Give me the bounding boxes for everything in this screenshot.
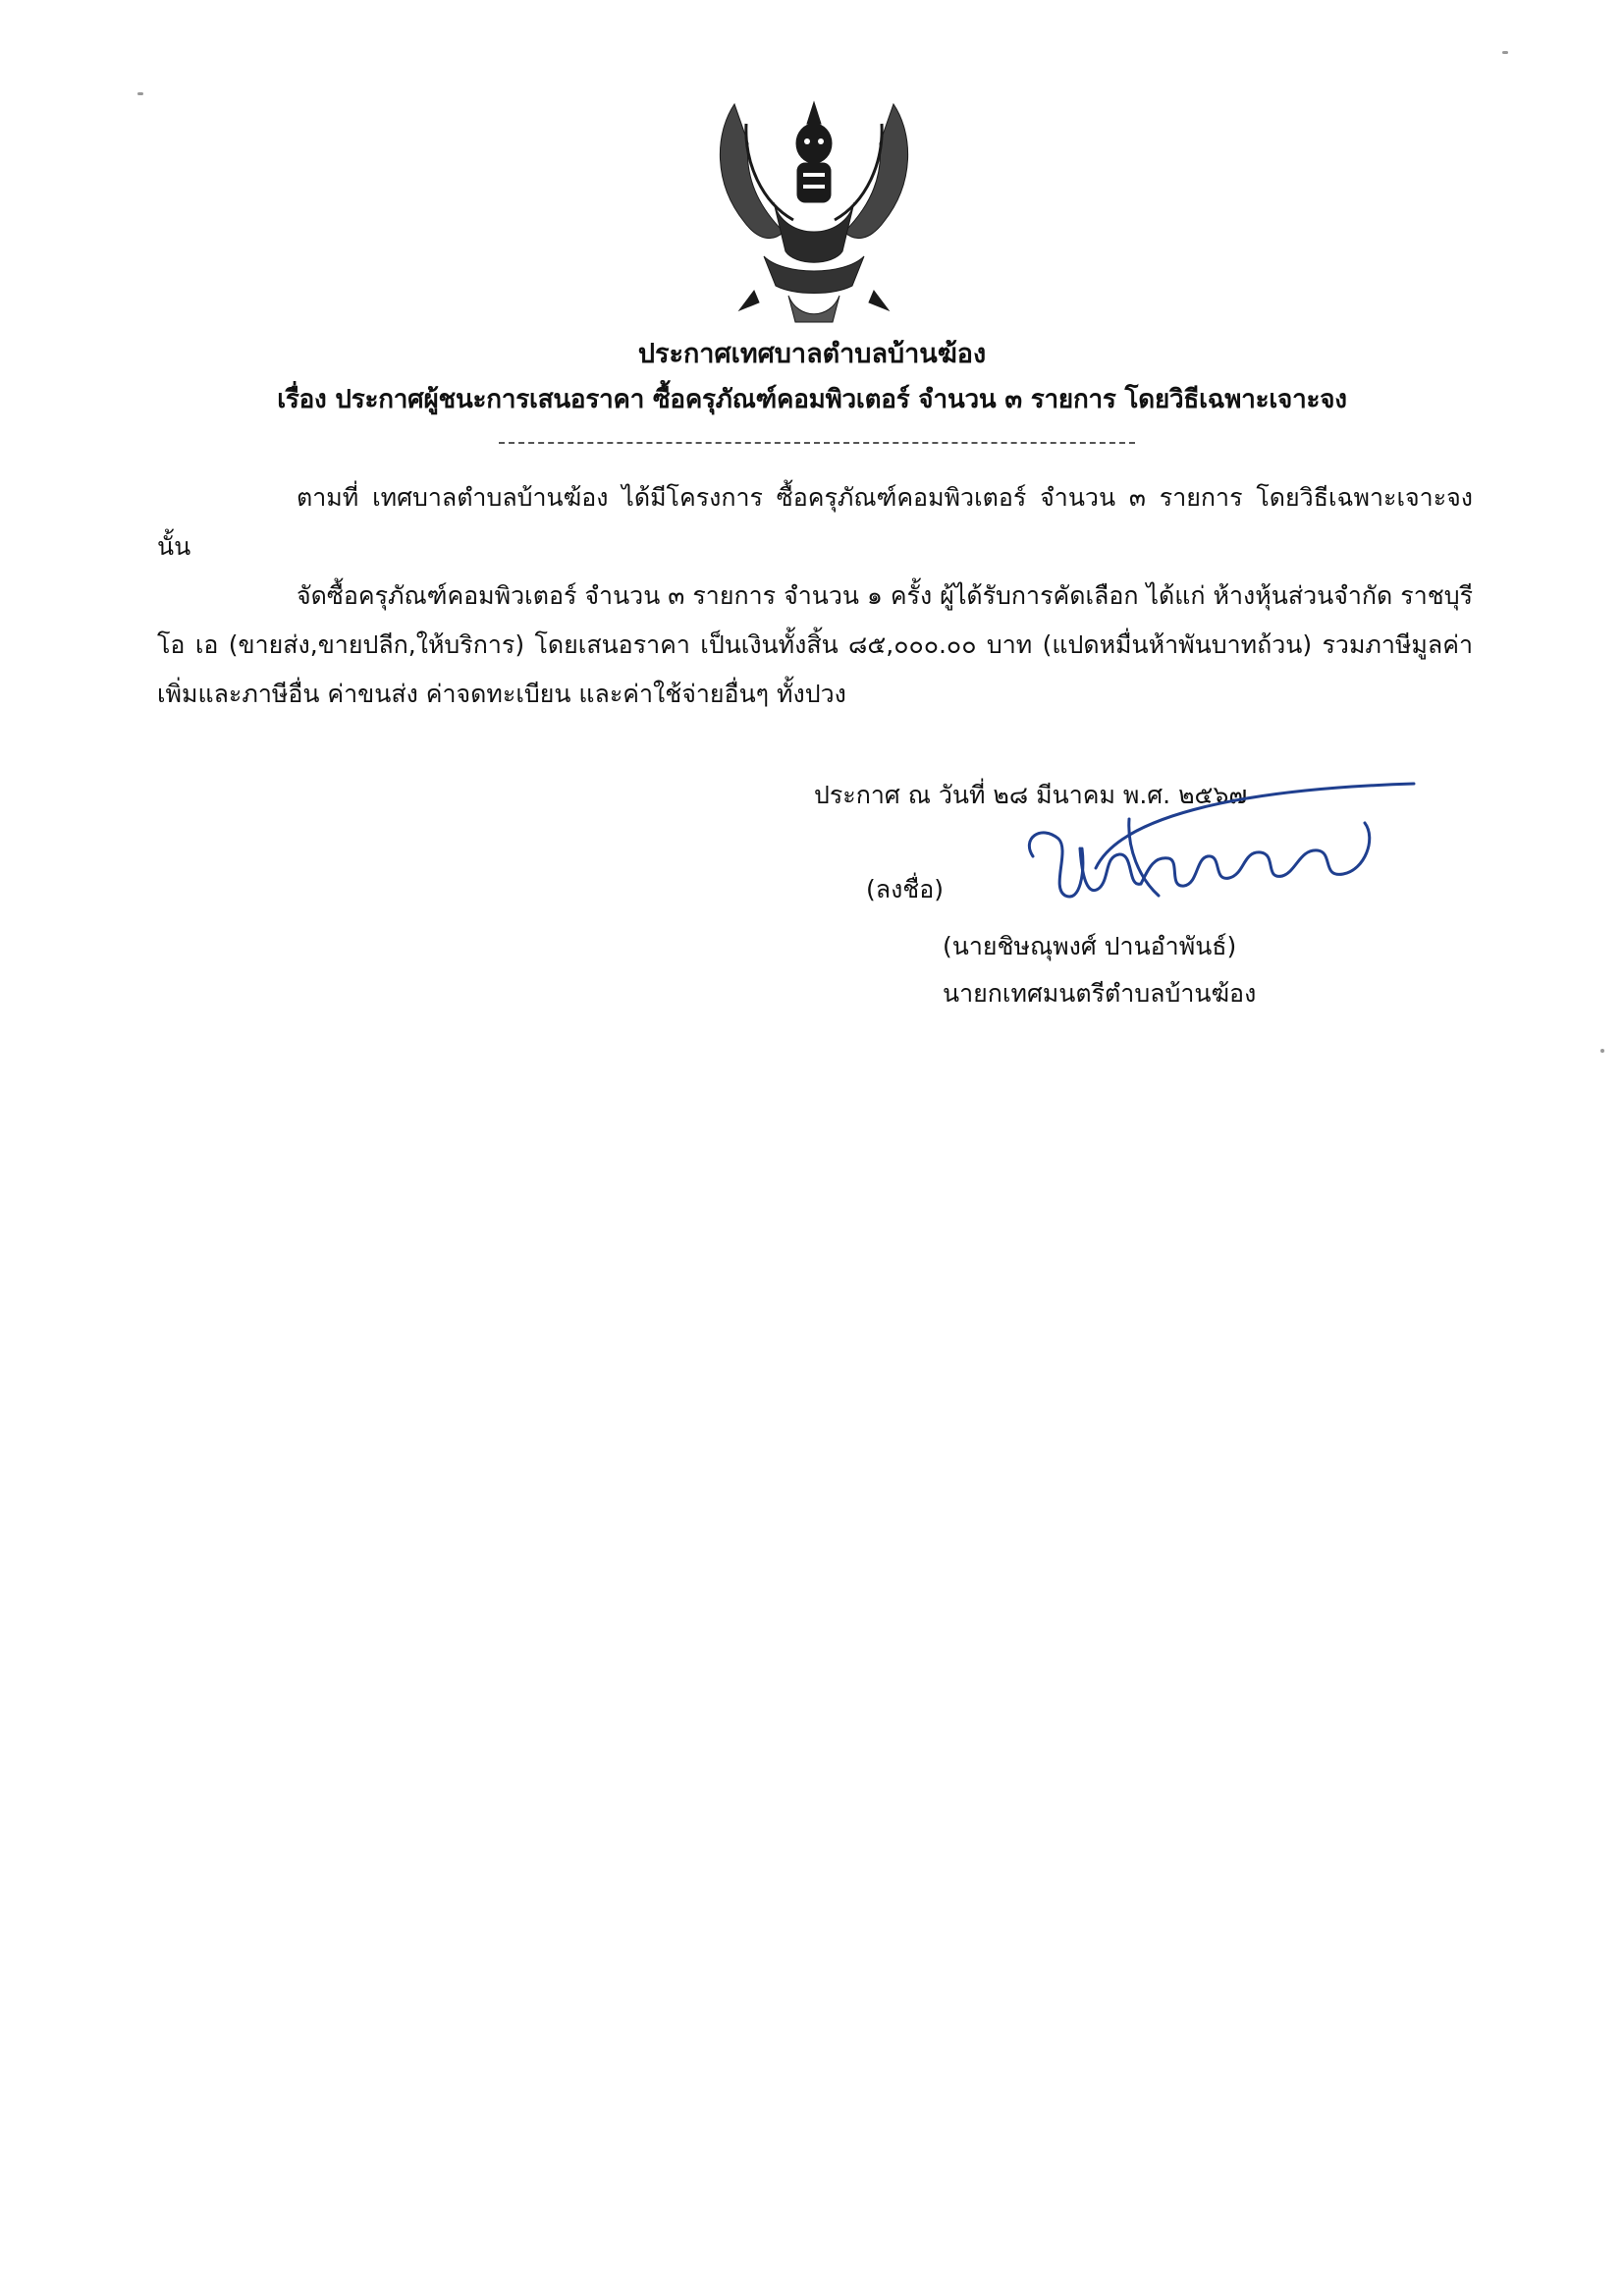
signer-name: (นายชิษณุพงศ์ ปานอำพันธ์) [943,932,1237,960]
announcement-date: ประกาศ ณ วันที่ ๒๘ มีนาคม พ.ศ. ๒๕๖๗ [814,781,1248,809]
document-subject: เรื่อง ประกาศผู้ชนะการเสนอราคา ซื้อครุภัณฑ์คอมพิวเตอร์ จำนวน ๓ รายการ โดยวิธีเฉพาะเจาะจง [277,385,1347,414]
body-paragraph-2: จัดซื้อครุภัณฑ์คอมพิวเตอร์ จำนวน ๓ รายการ จำนวน ๑ ครั้ง ผู้ได้รับการคัดเลือก ได้แก่ ห้างหุ้นส่วนจำกัด ราชบุรี โอ เอ (ขายส่ง,ขายปลีก,ให้บริการ) โดยเสนอราคา เป็นเงินทั้งสิ้น ๘๕,๐๐๐.๐๐ บาท (แปดหมื่นห้าพันบาทถ้วน) รวมภาษีมูลค่าเพิ่มและภาษีอื่น ค่าขนส่ง ค่าจดทะเบียน และค่าใช้จ่ายอื่นๆ ทั้งปวง [157,581,1473,708]
signer-title: นายกเทศมนตรีตำบลบ้านฆ้อง [943,979,1257,1008]
scan-speck [1502,51,1508,54]
garuda-emblem-icon [705,94,923,326]
sign-label: (ลงชื่อ) [866,875,945,903]
scan-speck [137,92,143,95]
separator-line [499,442,1135,444]
document-title: ประกาศเทศบาลตำบลบ้านฆ้อง [637,339,987,369]
handwritten-signature [1011,780,1424,927]
scan-speck [1600,1049,1604,1053]
body-paragraph-1: ตามที่ เทศบาลตำบลบ้านฆ้อง ได้มีโครงการ ซื้อครุภัณฑ์คอมพิวเตอร์ จำนวน ๓ รายการ โดยวิธีเฉพาะเจาะจง นั้น [157,483,1473,561]
